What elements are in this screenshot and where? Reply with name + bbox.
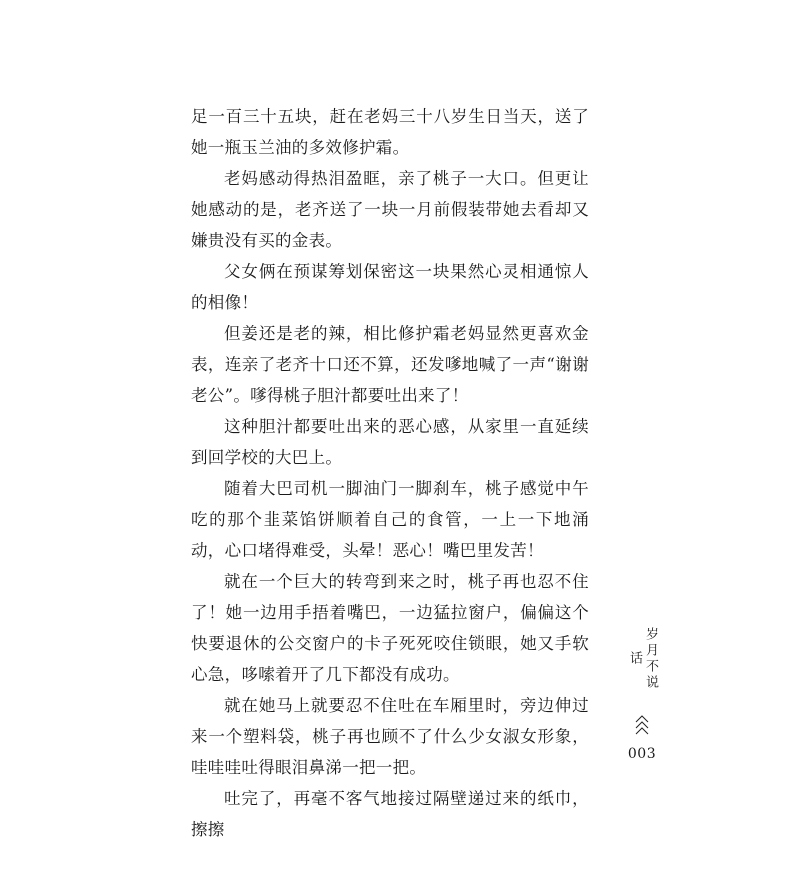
paragraph-4: 但姜还是老的辣，相比修护霜老妈显然更喜欢金表，连亲了老齐十口还不算，还发嗲地喊了一声“谢谢老公”。嗲得桃子胆汁都要吐出来了！ — [191, 324, 589, 405]
paragraph-9: 吐完了，再毫不客气地接过隔壁递过来的纸巾，擦擦 — [191, 789, 589, 839]
body-text — [191, 101, 589, 845]
paragraph-5: 这种胆汁都要吐出来的恶心感，从家里一直延续到回学校的大巴上。 — [191, 417, 589, 467]
paragraph-2: 老妈感动得热泪盈眶，亲了桃子一大口。但更让她感动的是，老齐送了一块一月前假装带她去看却又嫌贵没有买的金表。 — [191, 169, 589, 250]
paragraph-8: 就在她马上就要忍不住吐在车厢里时，旁边伸过来一个塑料袋，桃子再也顾不了什么少女淑女形象，哇哇哇吐得眼泪鼻涕一把一把。 — [191, 696, 589, 777]
paragraph-3: 父女俩在预谋筹划保密这一块果然心灵相通惊人的相像！ — [191, 262, 589, 312]
paragraph-7: 就在一个巨大的转弯到来之时，桃子再也忍不住了！她一边用手捂着嘴巴，一边猛拉窗户，偏偏这个快要退休的公交窗户的卡子死死咬住锁眼，她又手软心急，哆嗦着开了几下都没有成功。 — [191, 572, 589, 684]
paragraph-6: 随着大巴司机一脚油门一脚刹车，桃子感觉中午吃的那个韭菜馅饼顺着自己的食管，一上一下地涌动，心口堵得难受，头晕！恶心！嘴巴里发苦！ — [191, 479, 589, 560]
triple-chevron-up-icon — [622, 714, 662, 736]
paragraph-1: 足一百三十五块，赶在老妈三十八岁生日当天，送了她一瓶玉兰油的多效修护霜。 — [191, 107, 589, 157]
running-footer — [622, 620, 662, 762]
page-number: 003 — [627, 746, 657, 762]
book-title: 岁月不说话 — [627, 627, 658, 691]
